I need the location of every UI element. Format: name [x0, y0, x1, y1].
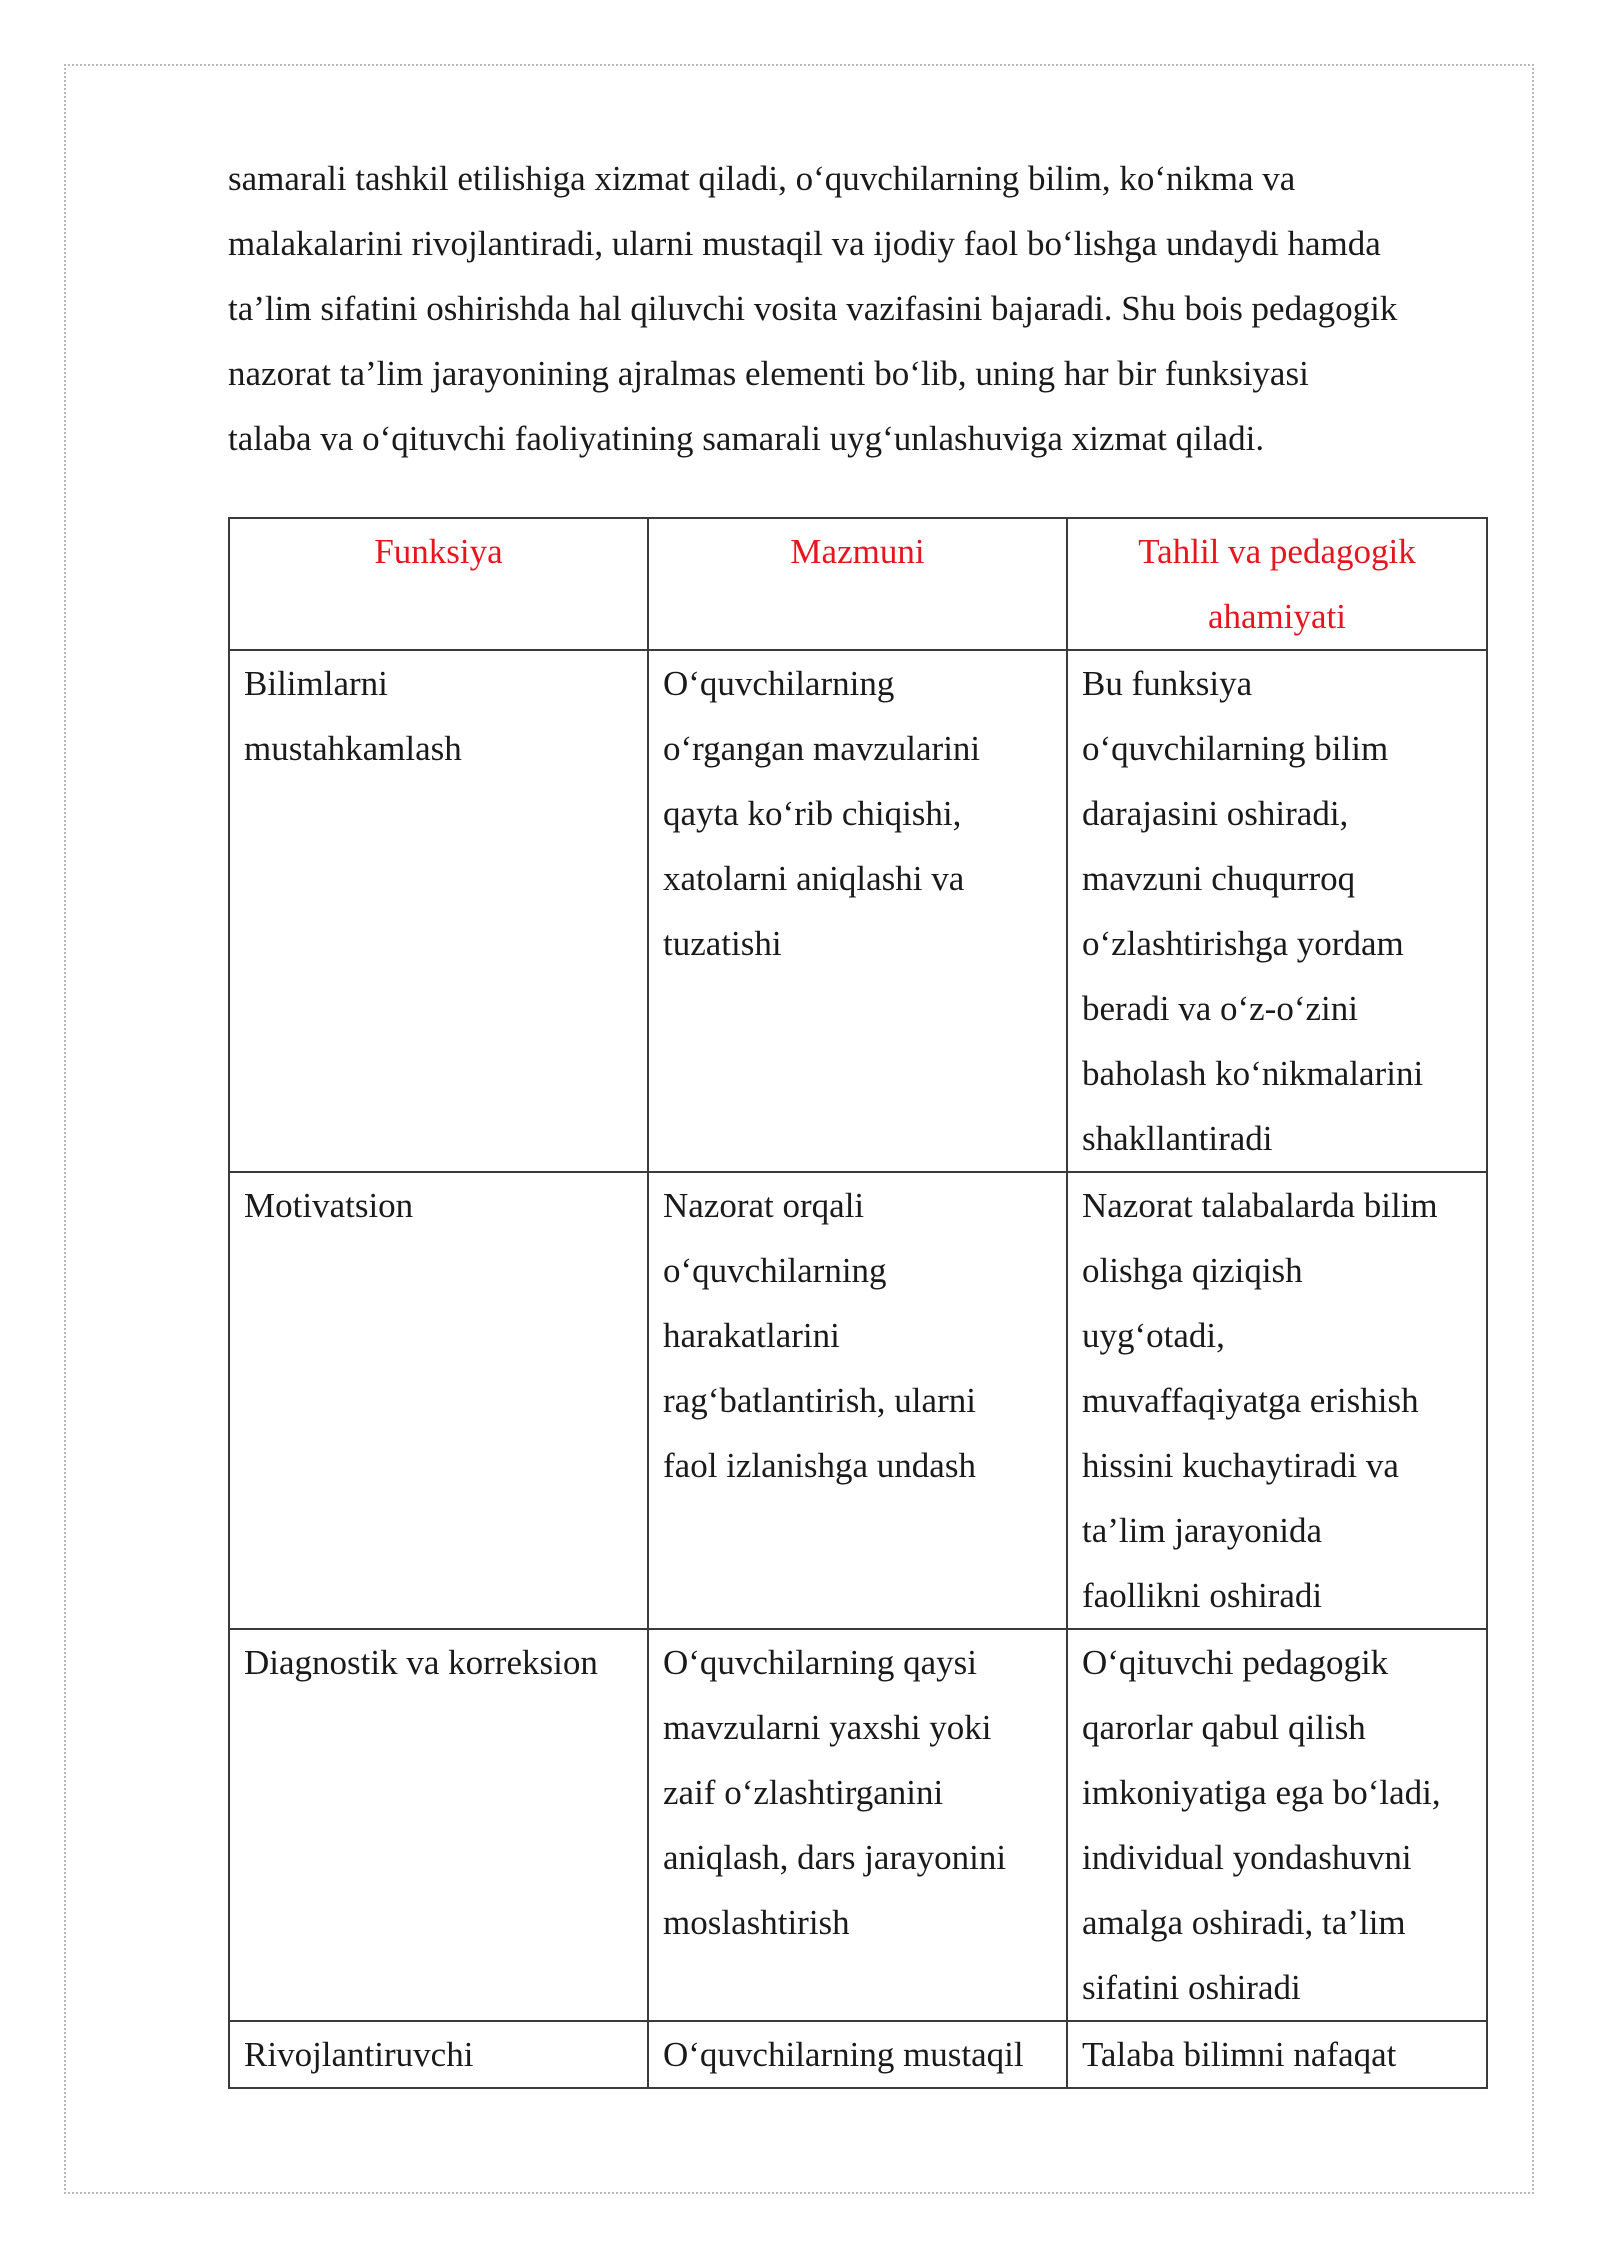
cell-mazmuni [648, 1629, 1067, 2021]
cell-funksiya [229, 1172, 648, 1629]
cell-tahlil [1067, 650, 1487, 1172]
cell-line: olishga qiziqish [1082, 1251, 1303, 1290]
cell-line: tuzatishi [663, 924, 782, 963]
header-line: Tahlil va pedagogik [1138, 532, 1416, 571]
table-row [229, 2021, 1487, 2088]
intro-paragraph [228, 146, 1486, 471]
cell-line: ta’lim jarayonida [1082, 1511, 1323, 1550]
paragraph-line: ta’lim sifatini oshirishda hal qiluvchi vosita vazifasini bajaradi. Shu bois pedagogik [228, 289, 1398, 328]
cell-line: faollikni oshiradi [1082, 1576, 1323, 1615]
cell-mazmuni [648, 2021, 1067, 2088]
cell-line: o‘quvchilarning [663, 1251, 887, 1290]
cell-mazmuni [648, 1172, 1067, 1629]
cell-line: zaif o‘zlashtirganini [663, 1773, 944, 1812]
cell-line: uyg‘otadi, [1082, 1316, 1225, 1355]
cell-funksiya [229, 2021, 648, 2088]
functions-table [228, 517, 1488, 2089]
cell-tahlil [1067, 1629, 1487, 2021]
cell-tahlil [1067, 1172, 1487, 1629]
cell-line: beradi va o‘z-o‘zini [1082, 989, 1358, 1028]
table-row [229, 1629, 1487, 2021]
cell-line: O‘quvchilarning mustaqil [663, 2035, 1024, 2074]
header-mazmuni [648, 518, 1067, 650]
cell-line: baholash ko‘nikmalarini [1082, 1054, 1424, 1093]
header-tahlil [1067, 518, 1487, 650]
cell-line: Motivatsion [244, 1186, 414, 1225]
table-row [229, 650, 1487, 1172]
cell-mazmuni [648, 650, 1067, 1172]
cell-line: harakatlarini [663, 1316, 840, 1355]
cell-line: Diagnostik va korreksion [244, 1643, 598, 1682]
cell-line: imkoniyatiga ega bo‘ladi, [1082, 1773, 1441, 1812]
cell-line: faol izlanishga undash [663, 1446, 976, 1485]
cell-funksiya [229, 650, 648, 1172]
paragraph-line: nazorat ta’lim jarayonining ajralmas elementi bo‘lib, uning har bir funksiyasi [228, 354, 1309, 393]
cell-line: O‘qituvchi pedagogik [1082, 1643, 1389, 1682]
cell-line: sifatini oshiradi [1082, 1968, 1301, 2007]
cell-line: amalga oshiradi, ta’lim [1082, 1903, 1406, 1942]
cell-line: Bilimlarni [244, 664, 388, 703]
cell-line: o‘quvchilarning bilim [1082, 729, 1389, 768]
cell-line: Rivojlantiruvchi [244, 2035, 474, 2074]
header-funksiya [229, 518, 648, 650]
cell-line: Talaba bilimni nafaqat [1082, 2035, 1397, 2074]
cell-line: aniqlash, dars jarayonini [663, 1838, 1007, 1877]
cell-line: rag‘batlantirish, ularni [663, 1381, 976, 1420]
cell-line: mavzularni yaxshi yoki [663, 1708, 992, 1747]
document-content [228, 146, 1486, 2089]
cell-funksiya [229, 1629, 648, 2021]
cell-line: individual yondashuvni [1082, 1838, 1412, 1877]
cell-line: Nazorat orqali [663, 1186, 865, 1225]
cell-tahlil [1067, 2021, 1487, 2088]
cell-line: qayta ko‘rib chiqishi, [663, 794, 962, 833]
cell-line: moslashtirish [663, 1903, 850, 1942]
cell-line: Nazorat talabalarda bilim [1082, 1186, 1438, 1225]
cell-line: mustahkamlash [244, 729, 462, 768]
cell-line: xatolarni aniqlashi va [663, 859, 965, 898]
cell-line: o‘zlashtirishga yordam [1082, 924, 1404, 963]
cell-line: darajasini oshiradi, [1082, 794, 1349, 833]
table-row [229, 1172, 1487, 1629]
cell-line: qarorlar qabul qilish [1082, 1708, 1366, 1747]
cell-line: O‘quvchilarning [663, 664, 895, 703]
header-line: Funksiya [374, 532, 503, 571]
cell-line: shakllantiradi [1082, 1119, 1273, 1158]
header-line: Mazmuni [790, 532, 925, 571]
cell-line: muvaffaqiyatga erishish [1082, 1381, 1419, 1420]
paragraph-line: samarali tashkil etilishiga xizmat qiladi, o‘quvchilarning bilim, ko‘nikma va [228, 159, 1296, 198]
paragraph-line: malakalarini rivojlantiradi, ularni mustaqil va ijodiy faol bo‘lishga undaydi hamda [228, 224, 1381, 263]
cell-line: Bu funksiya [1082, 664, 1253, 703]
cell-line: o‘rgangan mavzularini [663, 729, 981, 768]
table-header-row [229, 518, 1487, 650]
paragraph-line: talaba va o‘qituvchi faoliyatining samarali uyg‘unlashuviga xizmat qiladi. [228, 419, 1265, 458]
header-line: ahamiyati [1207, 597, 1346, 636]
cell-line: hissini kuchaytiradi va [1082, 1446, 1399, 1485]
cell-line: mavzuni chuqurroq [1082, 859, 1356, 898]
cell-line: O‘quvchilarning qaysi [663, 1643, 977, 1682]
